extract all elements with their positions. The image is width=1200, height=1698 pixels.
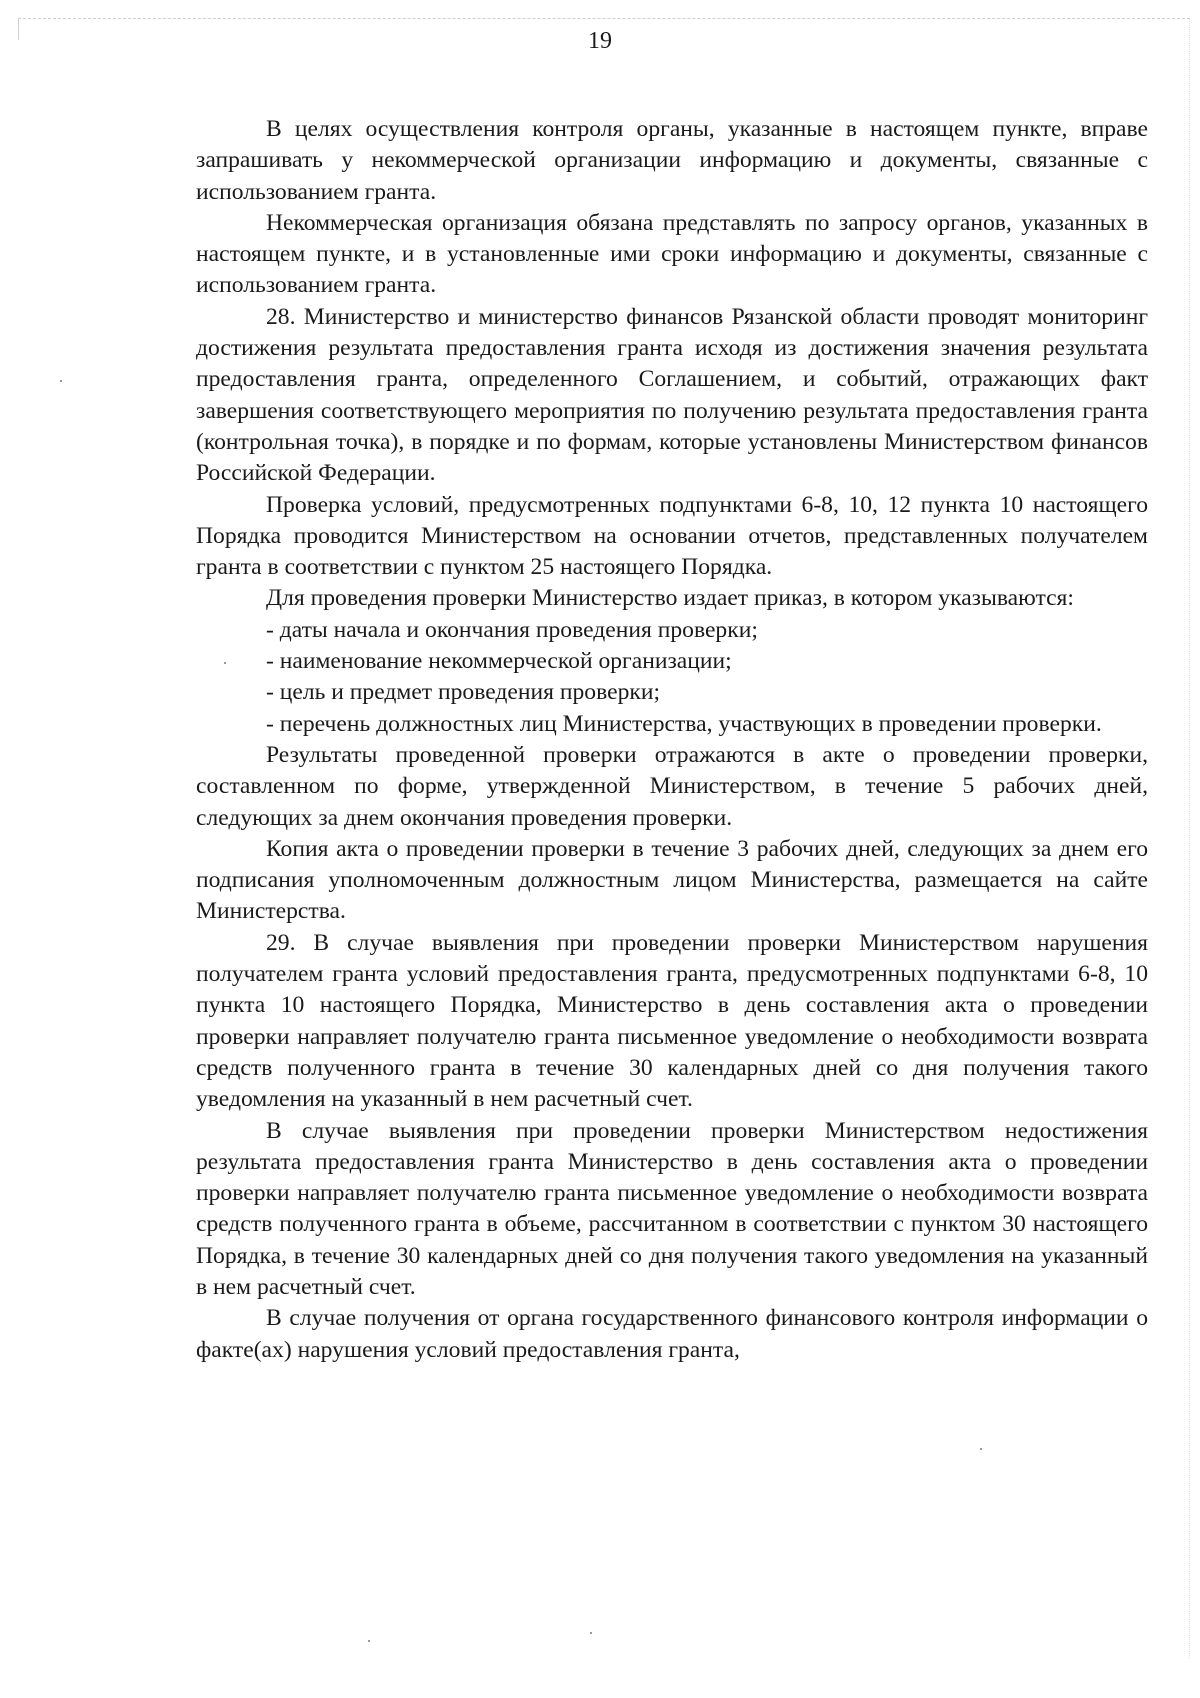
paragraph-inspection-results: Результаты проведенной проверки отражаются в акте о проведении проверки, составленном по форме, утвержденной Министерством, в течение 5 рабочих дней, следующих за днем окончания проведения проверки. [196,741,1148,831]
paragraph-item-29-violation: 29. В случае выявления при проведении проверки Министерством нарушения получателем гранта условий предоставления гранта, предусмотренных подпунктами 6-8, 10 пункта 10 настоящего Порядка, Министерство в день составления акта о проведении проверки направляет получателю гранта письменное уведомление о необходимости возврата средств полученного гранта в течение 30 календарных дней со дня получения такого уведомления на указанный в нем расчетный счет. [196,929,1148,1113]
paragraph-item-28-monitoring: 28. Министерство и министерство финансов Рязанской области проводят мониторинг достижения результата предоставления гранта исходя из достижения значения результата предоставления гранта, определенного Соглашением, и событий, отражающих факт завершения соответствующего мероприятия по получению результата предоставления гранта (контрольная точка), в порядке и по формам, которые установлены Министерством финансов Российской Федерации. [196,303,1148,487]
paragraph-state-control-info: В случае получения от органа государственного финансового контроля информации о факте(ах) нарушения условий предоставления гранта, [196,1305,1148,1363]
page-number: 19 [588,28,612,54]
scan-speck [980,1448,982,1450]
scan-speck [60,380,62,382]
list-item-officials: - перечень должностных лиц Министерства, участвующих в проведении проверки. [266,710,1102,737]
paragraph-control-requests: В целях осуществления контроля органы, указанные в настоящем пункте, вправе запрашивать у некоммерческой организации информацию и документы, связанные с использованием гранта. [196,116,1148,205]
list-item-organization-name: - наименование некоммерческой организации; [266,648,732,675]
paragraph-inspection-order: Для проведения проверки Министерство издает приказ, в котором указываются: [266,585,1074,612]
scan-speck [368,1640,370,1642]
paragraph-result-not-achieved: В случае выявления при проведении проверки Министерством недостижения результата предоставления гранта Министерство в день составления акта о проведении проверки направляет получателю гранта письменное уведомление о необходимости возврата средств полученного гранта в объеме, рассчитанном в соответствии с пунктом 30 настоящего Порядка, в течение 30 календарных дней со дня получения такого уведомления на указанный в нем расчетный счет. [196,1117,1148,1300]
list-item-dates: - даты начала и окончания проведения проверки; [266,616,758,643]
scan-speck [224,662,226,664]
list-item-purpose: - цель и предмет проведения проверки; [266,679,661,706]
paragraph-condition-check: Проверка условий, предусмотренных подпунктами 6-8, 10, 12 пункта 10 настоящего Порядка проводится Министерством на основании отчетов, представленных получателем гранта в соответствии с пунктом 25 настоящего Порядка. [196,491,1148,581]
scan-right-edge [1189,18,1190,1658]
document-body [196,114,1148,1366]
scan-top-border [18,18,1190,19]
paragraph-act-copy: Копия акта о проведении проверки в течение 3 рабочих дней, следующих за днем его подписания уполномоченным должностным лицом Министерства, размещается на сайте Министерства. [196,835,1148,925]
scan-speck [590,1632,592,1634]
paragraph-obligation-to-provide: Некоммерческая организация обязана представлять по запросу органов, указанных в настоящем пункте, и в установленные ими сроки информацию и документы, связанные с использованием гранта. [196,209,1148,299]
